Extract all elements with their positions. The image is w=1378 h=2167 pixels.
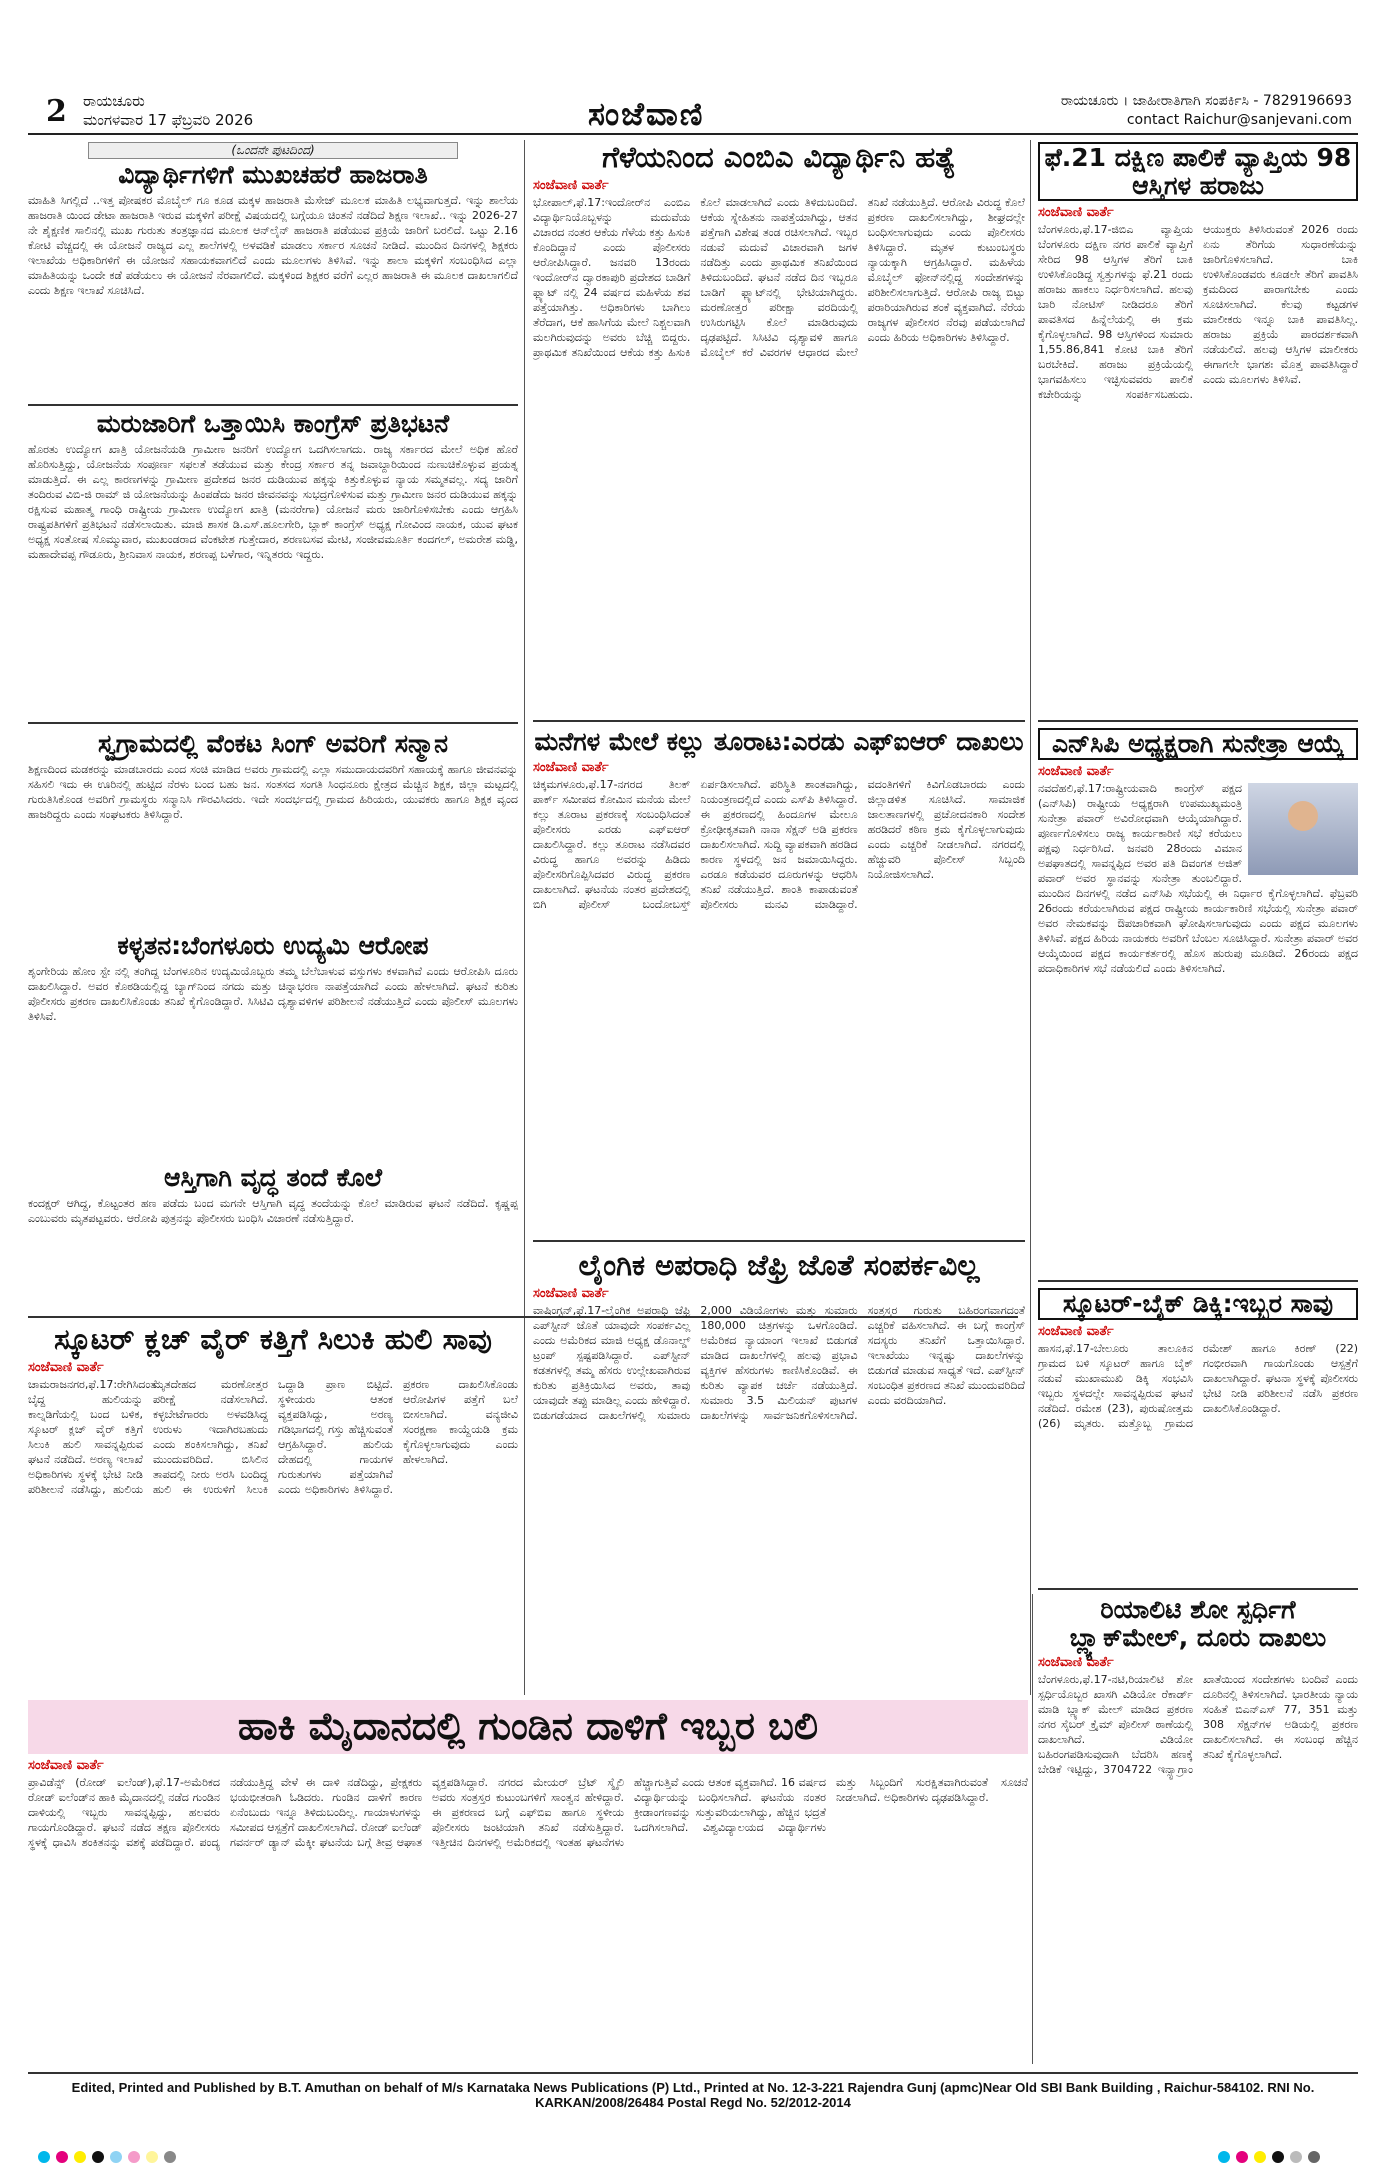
byline: ಸಂಜೆವಾಣಿ ವಾರ್ತೆ: [28, 1757, 104, 1773]
headline: ಹಾಕಿ ಮೈದಾನದಲ್ಲಿ ಗುಂಡಿನ ದಾಳಿಗೆ ಇಬ್ಬರ ಬಲಿ: [28, 1700, 1028, 1754]
newspaper-page: [28, 0, 1358, 2165]
headline: ಸ್ಕೂಟರ್ ಕ್ಲಚ್ ವೈರ್ ಕತ್ತಿಗೆ ಸಿಲುಕಿ ಹುಲಿ ಸಾವು: [54, 1322, 492, 1356]
byline: ಸಂಜೆವಾಣಿ ವಾರ್ತೆ: [533, 177, 609, 193]
article-epstein: [533, 1248, 1025, 1693]
article-body: ವಾಷಿಂಗ್ಟನ್,ಫೆ.17-ಲೈಂಗಿಕ ಅಪರಾಧಿ ಜೆಫ್ರಿ ಎಪ್‌ಸ್ಟೀನ್ ಜೊತೆ ಯಾವುದೇ ಸಂಪರ್ಕವಿಲ್ಲ ಎಂದು ಅಮೆರಿಕದ ಮಾಜಿ ಅಧ್ಯಕ್ಷ ಡೊನಾಲ್ಡ್ ಟ್ರಂಪ್ ಸ್ಪಷ್ಟಪಡಿಸಿದ್ದಾರೆ. ಎಪ್‌ಸ್ಟೀನ್ ಕಡತಗಳಲ್ಲಿ ತಮ್ಮ ಹೆಸರು ಉಲ್ಲೇಖವಾಗಿರುವ ಕುರಿತು ಪ್ರತಿಕ್ರಿಯಿಸಿದ ಅವರು, ತಾವು ಯಾವುದೇ ತಪ್ಪು ಮಾಡಿಲ್ಲ ಎಂದು ಹೇಳಿದ್ದಾರೆ. ಬಿಡುಗಡೆಯಾದ ದಾಖಲೆಗಳಲ್ಲಿ ಸುಮಾರು 2,000 ವಿಡಿಯೋಗಳು ಮತ್ತು ಸುಮಾರು 180,000 ಚಿತ್ರಗಳನ್ನು ಒಳಗೊಂಡಿದೆ. ಅಮೆರಿಕದ ನ್ಯಾಯಾಂಗ ಇಲಾಖೆ ಬಿಡುಗಡೆ ಮಾಡಿದ ದಾಖಲೆಗಳಲ್ಲಿ ಹಲವು ಪ್ರಭಾವಿ ವ್ಯಕ್ತಿಗಳ ಹೆಸರುಗಳು ಕಾಣಿಸಿಕೊಂಡಿವೆ. ಈ ಕುರಿತು ವ್ಯಾಪಕ ಚರ್ಚೆ ನಡೆಯುತ್ತಿದೆ. ಸುಮಾರು 3.5 ಮಿಲಿಯನ್ ಪುಟಗಳ ದಾಖಲೆಗಳನ್ನು ಸಾರ್ವಜನಿಕಗೊಳಿಸಲಾಗಿದೆ. ಸಂತ್ರಸ್ತರ ಗುರುತು ಬಹಿರಂಗವಾಗದಂತೆ ಎಚ್ಚರಿಕೆ ವಹಿಸಲಾಗಿದೆ. ಈ ಬಗ್ಗೆ ಕಾಂಗ್ರೆಸ್ ಸದಸ್ಯರು ತನಿಖೆಗೆ ಒತ್ತಾಯಿಸಿದ್ದಾರೆ. ಇಲಾಖೆಯು ಇನ್ನಷ್ಟು ದಾಖಲೆಗಳನ್ನು ಬಿಡುಗಡೆ ಮಾಡುವ ಸಾಧ್ಯತೆ ಇದೆ. ಎಪ್‌ಸ್ಟೀನ್ ಸಂಬಂಧಿತ ಪ್ರಕರಣದ ತನಿಖೆ ಮುಂದುವರಿದಿದೆ ಎಂದು ವರದಿಯಾಗಿದೆ.: [533, 1303, 1025, 1422]
article-body: ಶಿಕ್ಷಣದಿಂದ ಮಡಕರನ್ನು ಮಾಡಬಾರದು ಎಂದ ಸಂಚಿ ಮಾಡಿದ ಅವರು ಗ್ರಾಮದಲ್ಲಿ ಎಲ್ಲಾ ಸಮುದಾಯದವರಿಗೆ ಸಹಾಯಕ್ಕೆ ಹಾಗೂ ಜೀವನವನ್ನು ಸಹಿಸಲಿ ಇದು ಈ ಊರಿನಲ್ಲಿ ಹುಟ್ಟಿದ ನೆರಳು ಬಂದ ಬಹು ಜನ. ಸಂತಸದ ಸಂಗತಿ ಸಿಂಧನೂರು ಕ್ಷೇತ್ರದ ಮೆಚ್ಚಿನ ಶಿಕ್ಷಕ, ಜಿಲ್ಲಾ ಮಟ್ಟದಲ್ಲಿ ಗುರುತಿಸಿಕೊಂಡ ಅವರಿಗೆ ಗ್ರಾಮಸ್ಥರು ಸನ್ಮಾನಿಸಿ ಗೌರವಿಸಿದರು. ಇದೇ ಸಂದರ್ಭದಲ್ಲಿ ಗ್ರಾಮದ ಹಿರಿಯರು, ಯುವಕರು ಹಾಗೂ ಶಿಕ್ಷಕ ವೃಂದ ಹಾಜರಿದ್ದರು ಎಂದು ಸಂಘಟಕರು ತಿಳಿಸಿದ್ದಾರೆ.: [28, 762, 518, 821]
section-rule: [28, 404, 518, 406]
color-swatch: [110, 2151, 122, 2163]
color-swatch: [74, 2151, 86, 2163]
byline: ಸಂಜೆವಾಣಿ ವಾರ್ತೆ: [533, 759, 609, 775]
city-name: ರಾಯಚೂರು: [83, 92, 145, 110]
article-body: ನವದೆಹಲಿ,ಫೆ.17:ರಾಷ್ಟ್ರೀಯವಾದಿ ಕಾಂಗ್ರೆಸ್ ಪಕ್ಷದ (ಎನ್‌ಸಿಪಿ) ರಾಷ್ಟ್ರೀಯ ಅಧ್ಯಕ್ಷರಾಗಿ ಉಪಮುಖ್ಯಮಂತ್ರಿ ಸುನೇತ್ರಾ ಪವಾರ್ ಅವಿರೋಧವಾಗಿ ಆಯ್ಕೆಯಾಗಿದ್ದಾರೆ. ಪೂರ್ಣಗೊಳಿಸಲು ರಾಜ್ಯ ಕಾರ್ಯಕಾರಿಣಿ ಸಭೆ ಕರೆಯಲು ಪಕ್ಷವು ನಿರ್ಧರಿಸಿದೆ. ಜನವರಿ 28ರಂದು ವಿಮಾನ ಅಪಘಾತದಲ್ಲಿ ಸಾವನ್ನಪ್ಪಿದ ಅವರ ಪತಿ ದಿವಂಗತ ಅಜಿತ್ ಪವಾರ್ ಅವರ ಸ್ಥಾನವನ್ನು ಸುನೇತ್ರಾ ತುಂಬಲಿದ್ದಾರೆ. ಮುಂದಿನ ದಿನಗಳಲ್ಲಿ ನಡೆದ ಎನ್‌ಸಿಪಿ ಸಭೆಯಲ್ಲಿ ಈ ನಿರ್ಧಾರ ಕೈಗೊಳ್ಳಲಾಗಿದೆ. ಫೆಬ್ರವರಿ 26ರಂದು ಕರೆಯಲಾಗಿರುವ ಪಕ್ಷದ ರಾಷ್ಟ್ರೀಯ ಕಾರ್ಯಕಾರಿಣಿ ಸಭೆಯಲ್ಲಿ ಸುನೇತ್ರಾ ಪವಾರ್ ಅವರ ನೇಮಕವನ್ನು ಔಪಚಾರಿಕವಾಗಿ ಘೋಷಿಸಲಾಗುವುದು ಎಂದು ಪಕ್ಷದ ಮೂಲಗಳು ತಿಳಿಸಿವೆ. ಪಕ್ಷದ ಹಿರಿಯ ನಾಯಕರು ಅವರಿಗೆ ಬೆಂಬಲ ಸೂಚಿಸಿದ್ದಾರೆ. ಸುನೇತ್ರಾ ಪವಾರ್ ಅವರ ಆಯ್ಕೆಯಿಂದ ಪಕ್ಷದ ಕಾರ್ಯಕರ್ತರಲ್ಲಿ ಹೊಸ ಹುರುಪು ಮೂಡಿದೆ. 26ರಂದು ಪಕ್ಷದ ಪದಾಧಿಕಾರಿಗಳ ಸಭೆ ನಡೆಯಲಿದೆ ಎಂದು ತಿಳಿಸಲಾಗಿದೆ.: [1038, 781, 1358, 975]
article-congress-protest: [28, 408, 518, 718]
contact-email: contact Raichur@sanjevani.com: [1126, 112, 1352, 128]
color-swatch: [38, 2151, 50, 2163]
headline: ಮರುಜಾರಿಗೆ ಒತ್ತಾಯಿಸಿ ಕಾಂಗ್ರೆಸ್ ಪ್ರತಿಭಟನೆ: [96, 409, 450, 438]
article-property-auction: [1038, 140, 1358, 715]
color-swatch: [1254, 2151, 1266, 2163]
section-rule: [28, 722, 518, 724]
section-rule: [1038, 720, 1358, 722]
column-divider: [1030, 140, 1031, 1695]
byline: ಸಂಜೆವಾಣಿ ವಾರ್ತೆ: [1038, 763, 1114, 779]
color-swatch: [164, 2151, 176, 2163]
article-mba-student: [533, 140, 1025, 715]
color-swatch: [146, 2151, 158, 2163]
headline: ರಿಯಾಲಿಟಿ ಶೋ ಸ್ಪರ್ಧಿಗೆ ಬ್ಲ್ಯಾಕ್‌ಮೇಲ್, ದೂರು ದಾಖಲು: [1069, 1595, 1327, 1652]
logo-text: ಸಂಜೆವಾಣಿ: [588, 95, 705, 133]
color-swatch: [56, 2151, 68, 2163]
headline: ಕಳ್ಳತನ:ಬೆಂಗಳೂರು ಉದ್ಯಮಿ ಆರೋಪ: [117, 931, 429, 960]
article-body: ಶೃಂಗೇರಿಯ ಹೋಂ ಸ್ಟೇ ನಲ್ಲಿ ತಂಗಿದ್ದ ಬೆಂಗಳೂರಿನ ಉದ್ಯಮಿಯೊಬ್ಬರು ತಮ್ಮ ಬೆಲೆಬಾಳುವ ವಸ್ತುಗಳು ಕಳವಾಗಿವೆ ಎಂದು ಆರೋಪಿಸಿ ದೂರು ದಾಖಲಿಸಿದ್ದಾರೆ. ಅವರ ಕೊಠಡಿಯಲ್ಲಿದ್ದ ಬ್ಯಾಗ್‌ನಿಂದ ನಗದು ಮತ್ತು ಚಿನ್ನಾಭರಣ ನಾಪತ್ತೆಯಾಗಿದೆ ಎಂದು ಹೇಳಲಾಗಿದೆ. ಘಟನೆ ಕುರಿತು ಪೊಲೀಸರು ಪ್ರಕರಣ ದಾಖಲಿಸಿಕೊಂಡು ತನಿಖೆ ಕೈಗೊಂಡಿದ್ದಾರೆ. ಸಿಸಿಟಿವಿ ದೃಶ್ಯಾವಳಿಗಳ ಪರಿಶೀಲನೆ ನಡೆಯುತ್ತಿದೆ ಎಂದು ಪೊಲೀಸ್ ಮೂಲಗಳು ತಿಳಿಸಿವೆ.: [28, 964, 518, 1023]
byline: ಸಂಜೆವಾಣಿ ವಾರ್ತೆ: [1038, 205, 1114, 220]
continued-tag: (ಒಂದನೇ ಪುಟದಿಂದ): [88, 142, 458, 159]
footer-rule: [28, 2072, 1358, 2074]
headline: ಸ್ವಗ್ರಾಮದಲ್ಲಿ ವೆಂಕಟ ಸಿಂಗ್ ಅವರಿಗೆ ಸನ್ಮಾನ: [97, 729, 449, 758]
article-scooter-accident: [1038, 1286, 1358, 1586]
section-rule: [533, 1240, 1025, 1242]
news-photo: [1248, 783, 1358, 875]
dateline: [83, 92, 253, 130]
article-theft: [28, 930, 518, 1160]
masthead-rule: [28, 133, 1358, 135]
color-swatch: [1272, 2151, 1284, 2163]
article-body: ಭೋಪಾಲ್,ಫೆ.17:ಇಂದೋರ್‌ನ ಎಂಬಿಎ ವಿದ್ಯಾರ್ಥಿನಿಯೊಬ್ಬಳನ್ನು ಮದುವೆಯ ವಿಚಾರದ ನಂತರ ಆಕೆಯ ಗೆಳೆಯ ಕತ್ತು ಹಿಸುಕಿ ಕೊಂದಿದ್ದಾನೆ ಎಂದು ಪೊಲೀಸರು ಆರೋಪಿಸಿದ್ದಾರೆ. ಜನವರಿ 13ರಂದು ಇಂದೋರ್‌ನ ದ್ವಾರಕಾಪುರಿ ಪ್ರದೇಶದ ಬಾಡಿಗೆ ಫ್ಲ್ಯಾಟ್ ನಲ್ಲಿ 24 ವರ್ಷದ ಮಹಿಳೆಯ ಶವ ಪತ್ತೆಯಾಗಿತ್ತು. ಅಧಿಕಾರಿಗಳು ಬಾಗಿಲು ತೆರೆದಾಗ, ಆಕೆ ಹಾಸಿಗೆಯ ಮೇಲೆ ನಿಶ್ಚಲವಾಗಿ ಮಲಗಿರುವುದನ್ನು ಅವರು ಬೆಚ್ಚಿ ಬಿದ್ದರು. ಪ್ರಾಥಮಿಕ ತನಿಖೆಯಿಂದ ಆಕೆಯ ಕತ್ತು ಹಿಸುಕಿ ಕೊಲೆ ಮಾಡಲಾಗಿದೆ ಎಂದು ತಿಳಿದುಬಂದಿದೆ. ಆಕೆಯ ಸ್ನೇಹಿತನು ನಾಪತ್ತೆಯಾಗಿದ್ದು, ಆತನ ಪತ್ತೆಗಾಗಿ ವಿಶೇಷ ತಂಡ ರಚಿಸಲಾಗಿದೆ. ಇಬ್ಬರ ನಡುವೆ ಮದುವೆ ವಿಚಾರವಾಗಿ ಜಗಳ ನಡೆದಿತ್ತು ಎಂದು ಪ್ರಾಥಮಿಕ ತನಿಖೆಯಿಂದ ತಿಳಿದುಬಂದಿದೆ. ಘಟನೆ ನಡೆದ ದಿನ ಇಬ್ಬರೂ ಬಾಡಿಗೆ ಫ್ಲ್ಯಾಟ್‌ನಲ್ಲಿ ಭೇಟಿಯಾಗಿದ್ದರು. ಮರಣೋತ್ತರ ಪರೀಕ್ಷಾ ವರದಿಯಲ್ಲಿ ಉಸಿರುಗಟ್ಟಿಸಿ ಕೊಲೆ ಮಾಡಿರುವುದು ದೃಢಪಟ್ಟಿದೆ. ಸಿಸಿಟಿವಿ ದೃಶ್ಯಾವಳಿ ಹಾಗೂ ಮೊಬೈಲ್ ಕರೆ ವಿವರಗಳ ಆಧಾರದ ಮೇಲೆ ತನಿಖೆ ನಡೆಯುತ್ತಿದೆ. ಆರೋಪಿ ವಿರುದ್ಧ ಕೊಲೆ ಪ್ರಕರಣ ದಾಖಲಿಸಲಾಗಿದ್ದು, ಶೀಘ್ರದಲ್ಲೇ ಬಂಧಿಸಲಾಗುವುದು ಎಂದು ಪೊಲೀಸರು ತಿಳಿಸಿದ್ದಾರೆ. ಮೃತಳ ಕುಟುಂಬಸ್ಥರು ನ್ಯಾಯಕ್ಕಾಗಿ ಆಗ್ರಹಿಸಿದ್ದಾರೆ. ಮಹಿಳೆಯ ಮೊಬೈಲ್ ಫೋನ್‌ನಲ್ಲಿದ್ದ ಸಂದೇಶಗಳನ್ನು ಪರಿಶೀಲಿಸಲಾಗುತ್ತಿದೆ. ಆರೋಪಿ ರಾಜ್ಯ ಬಿಟ್ಟು ಪರಾರಿಯಾಗಿರುವ ಶಂಕೆ ವ್ಯಕ್ತವಾಗಿದೆ. ನೆರೆಯ ರಾಜ್ಯಗಳ ಪೊಲೀಸರ ನೆರವು ಪಡೆಯಲಾಗಿದೆ ಎಂದು ಹಿರಿಯ ಅಧಿಕಾರಿಗಳು ತಿಳಿಸಿದ್ದಾರೆ.: [533, 195, 1025, 359]
section-rule: [1038, 1280, 1358, 1282]
article-body: ಚಾಮರಾಜನಗರ,ಫೆ.17:ರೇಗಿಸಿದಂತೆ ಬೈದ್ದ ಹುಲಿಯನ್ನು ಕಾಲ್ನಡಿಗೆಯಲ್ಲಿ ಬಂದ ಬಳಿಕ, ಸ್ಕೂಟರ್ ಕ್ಲಚ್ ವೈರ್ ಕತ್ತಿಗೆ ಸಿಲುಕಿ ಹುಲಿ ಸಾವನ್ನಪ್ಪಿರುವ ಘಟನೆ ನಡೆದಿದೆ. ಅರಣ್ಯ ಇಲಾಖೆ ಅಧಿಕಾರಿಗಳು ಸ್ಥಳಕ್ಕೆ ಭೇಟಿ ನೀಡಿ ಪರಿಶೀಲನೆ ನಡೆಸಿದ್ದು, ಹುಲಿಯ ಮೃತದೇಹದ ಮರಣೋತ್ತರ ಪರೀಕ್ಷೆ ನಡೆಸಲಾಗಿದೆ. ಕಳ್ಳಬೇಟೆಗಾರರು ಅಳವಡಿಸಿದ್ದ ಉರುಳು ಇದಾಗಿರಬಹುದು ಎಂದು ಶಂಕಿಸಲಾಗಿದ್ದು, ತನಿಖೆ ಮುಂದುವರಿದಿದೆ. ಬಿಸಿಲಿನ ತಾಪದಲ್ಲಿ ನೀರು ಅರಸಿ ಬಂದಿದ್ದ ಹುಲಿ ಈ ಉರುಳಿಗೆ ಸಿಲುಕಿ ಒದ್ದಾಡಿ ಪ್ರಾಣ ಬಿಟ್ಟಿದೆ. ಸ್ಥಳೀಯರು ಆತಂಕ ವ್ಯಕ್ತಪಡಿಸಿದ್ದು, ಅರಣ್ಯ ಗಡಿಭಾಗದಲ್ಲಿ ಗಸ್ತು ಹೆಚ್ಚಿಸುವಂತೆ ಆಗ್ರಹಿಸಿದ್ದಾರೆ. ಹುಲಿಯ ದೇಹದಲ್ಲಿ ಗಾಯಗಳ ಗುರುತುಗಳು ಪತ್ತೆಯಾಗಿವೆ ಎಂದು ಅಧಿಕಾರಿಗಳು ತಿಳಿಸಿದ್ದಾರೆ. ಪ್ರಕರಣ ದಾಖಲಿಸಿಕೊಂಡು ಆರೋಪಿಗಳ ಪತ್ತೆಗೆ ಬಲೆ ಬೀಸಲಾಗಿದೆ. ವನ್ಯಜೀವಿ ಸಂರಕ್ಷಣಾ ಕಾಯ್ದೆಯಡಿ ಕ್ರಮ ಕೈಗೊಳ್ಳಲಾಗುವುದು ಎಂದು ಹೇಳಲಾಗಿದೆ.: [28, 1377, 518, 1496]
contact-info: [1061, 92, 1352, 130]
page-number: 2: [46, 94, 67, 129]
article-body: ಬೆಂಗಳೂರು,ಫೆ.17-ಜಿಬಿಎ ವ್ಯಾಪ್ತಿಯ ಬೆಂಗಳೂರು ದಕ್ಷಿಣ ನಗರ ಪಾಲಿಕೆ ವ್ಯಾಪ್ತಿಗೆ ಸೇರಿದ 98 ಆಸ್ತಿಗಳ ತೆರಿಗೆ ಬಾಕಿ ಉಳಿಸಿಕೊಂಡಿದ್ದ ಸ್ವತ್ತುಗಳನ್ನು ಫೆ.21 ರಂದು ಹರಾಜು ಹಾಕಲು ನಿರ್ಧರಿಸಲಾಗಿದೆ. ಹಲವು ಬಾರಿ ನೋಟಿಸ್ ನೀಡಿದರೂ ತೆರಿಗೆ ಪಾವತಿಸದ ಹಿನ್ನೆಲೆಯಲ್ಲಿ ಈ ಕ್ರಮ ಕೈಗೊಳ್ಳಲಾಗಿದೆ. 98 ಆಸ್ತಿಗಳಿಂದ ಸುಮಾರು 1,55.86,841 ಕೋಟಿ ಬಾಕಿ ತೆರಿಗೆ ಬರಬೇಕಿದೆ. ಹರಾಜು ಪ್ರಕ್ರಿಯೆಯಲ್ಲಿ ಭಾಗವಹಿಸಲು ಇಚ್ಛಿಸುವವರು ಪಾಲಿಕೆ ಕಚೇರಿಯನ್ನು ಸಂಪರ್ಕಿಸಬಹುದು. ಆಯುಕ್ತರು ತಿಳಿಸಿರುವಂತೆ 2026 ರಂದು ಏನು ತೆರಿಗೆಯ ಸುಧಾರಣೆಯನ್ನು ಜಾರಿಗೊಳಿಸಲಾಗಿದೆ. ಬಾಕಿ ಉಳಿಸಿಕೊಂಡವರು ಕೂಡಲೇ ತೆರಿಗೆ ಪಾವತಿಸಿ ಕ್ರಮದಿಂದ ಪಾರಾಗಬೇಕು ಎಂದು ಸೂಚಿಸಲಾಗಿದೆ. ಕೆಲವು ಕಟ್ಟಡಗಳ ಮಾಲೀಕರು ಇನ್ನೂ ಬಾಕಿ ಪಾವತಿಸಿಲ್ಲ. ಹರಾಜು ಪ್ರಕ್ರಿಯೆ ಪಾರದರ್ಶಕವಾಗಿ ನಡೆಯಲಿದೆ. ಹಲವು ಆಸ್ತಿಗಳ ಮಾಲೀಕರು ಈಗಾಗಲೇ ಭಾಗಶಃ ಮೊತ್ತ ಪಾವತಿಸಿದ್ದಾರೆ ಎಂದು ಮೂಲಗಳು ತಿಳಿಸಿವೆ.: [1038, 223, 1358, 401]
color-swatch: [1218, 2151, 1230, 2163]
masthead-logo: [588, 95, 704, 134]
color-swatch: [128, 2151, 140, 2163]
byline: ಸಂಜೆವಾಣಿ ವಾರ್ತೆ: [1038, 1655, 1114, 1670]
article-reality-show: [1038, 1594, 1358, 2064]
section-rule: [1038, 1588, 1358, 1590]
headline: ಗೆಳೆಯನಿಂದ ಎಂಬಿಎ ವಿದ್ಯಾರ್ಥಿನಿ ಹತ್ಯೆ: [602, 140, 956, 174]
headline: ಎನ್‌ಸಿಪಿ ಅಧ್ಯಕ್ಷರಾಗಿ ಸುನೇತ್ರಾ ಆಯ್ಕೆ: [1038, 728, 1358, 760]
article-ncp-president: [1038, 726, 1358, 1276]
color-swatch: [1236, 2151, 1248, 2163]
article-body: ಹೊರತು ಉದ್ಯೋಗ ಖಾತ್ರಿ ಯೋಜನೆಯಡಿ ಗ್ರಾಮೀಣ ಜನರಿಗೆ ಉದ್ಯೋಗ ಒದಗಿಸಲಾಗದು. ರಾಜ್ಯ ಸರ್ಕಾರದ ಮೇಲೆ ಅಧಿಕ ಹೊರೆ ಹೊರಿಸುತ್ತಿದ್ದು, ಯೋಜನೆಯ ಸಂಪೂರ್ಣ ಸಫಲತೆ ತಡೆಯುವ ಮತ್ತು ಕೇಂದ್ರ ಸರ್ಕಾರ ತನ್ನ ಜವಾಬ್ದಾರಿಯಿಂದ ನುಣುಚಿಕೊಳ್ಳುವ ಪ್ರಯತ್ನ ಮಾಡುತ್ತಿದೆ. ಈ ಎಲ್ಲ ಕಾರಣಗಳನ್ನು ಗ್ರಾಮೀಣ ಪ್ರದೇಶದ ಜನರ ದುಡಿಯುವ ಹಕ್ಕನ್ನು ಕಿತ್ತುಕೊಳ್ಳುವ ನ್ಯಾಯ ಸಮ್ಮತವಲ್ಲ. ಸದ್ಯ ಜಾರಿಗೆ ತಂದಿರುವ ವಿಬಿ-ಜಿ ರಾಮ್ ಜಿ ಯೋಜನೆಯನ್ನು ಹಿಂಪಡೆದು ಜನರ ಜೀವನವನ್ನು ಸುಭದ್ರಗೊಳಿಸುವ ಮತ್ತು ಗ್ರಾಮೀಣ ಜನರ ದುಡಿಯುವ ಹಕ್ಕನ್ನು ರಕ್ಷಿಸುವ ಮಹಾತ್ಮ ಗಾಂಧಿ ರಾಷ್ಟ್ರೀಯ ಗ್ರಾಮೀಣ ಉದ್ಯೋಗ ಖಾತ್ರಿ (ಮನರೇಗಾ) ಯೋಜನೆ ಮರು ಜಾರಿಗೊಳಿಸಬೇಕು ಎಂದು ಆಗ್ರಹಿಸಿ ರಾಷ್ಟ್ರಪತಿಗಳಿಗೆ ಪ್ರತಿಭಟನೆ ನಡೆಸಲಾಯಿತು. ಮಾಜಿ ಶಾಸಕ ಡಿ.ಎಸ್.ಹೂಲಗೇರಿ, ಬ್ಲಾಕ್ ಕಾಂಗ್ರೆಸ್ ಅಧ್ಯಕ್ಷ ಗೋವಿಂದ ನಾಯಕ, ಯುವ ಘಟಕ ಅಧ್ಯಕ್ಷ ಸಂತೋಷ ಸೊಮ್ಮುವಾರ, ಮುಖಂಡರಾದ ವೆಂಕಟೇಶ ಗುತ್ತೇದಾರ, ಶರಣಬಸವ ಮೇಟಿ, ಸಂಜೀವಮೂರ್ತಿ ಕಂದಗಲ್, ಅಮರೇಶ ಮಡ್ಡಿ, ಮಹಾದೇವಪ್ಪ ಗೌಡೂರು, ಶ್ರೀನಿವಾಸ ನಾಯಕ, ಶರಣಪ್ಪ ಬಳೆಗಾರ, ಇನ್ನಿತರರು ಇದ್ದರು.: [28, 442, 518, 561]
edition-line: ರಾಯಚೂರು । ಜಾಹೀರಾತಿಗಾಗಿ ಸಂಪರ್ಕಿಸಿ - 7829196693: [1060, 93, 1352, 109]
print-registration-right: [1218, 2148, 1326, 2167]
article-body: ಪ್ರಾವಿಡೆನ್ಸ್ (ರೋಡ್ ಐಲೆಂಡ್),ಫೆ.17-ಅಮೆರಿಕದ ರೋಡ್ ಐಲೆಂಡ್‌ನ ಹಾಕಿ ಮೈದಾನದಲ್ಲಿ ನಡೆದ ಗುಂಡಿನ ದಾಳಿಯಲ್ಲಿ ಇಬ್ಬರು ಸಾವನ್ನಪ್ಪಿದ್ದು, ಹಲವರು ಗಾಯಗೊಂಡಿದ್ದಾರೆ. ಘಟನೆ ನಡೆದ ತಕ್ಷಣ ಪೊಲೀಸರು ಸ್ಥಳಕ್ಕೆ ಧಾವಿಸಿ ಶಂಕಿತನನ್ನು ವಶಕ್ಕೆ ಪಡೆದಿದ್ದಾರೆ. ಪಂದ್ಯ ನಡೆಯುತ್ತಿದ್ದ ವೇಳೆ ಈ ದಾಳಿ ನಡೆದಿದ್ದು, ಪ್ರೇಕ್ಷಕರು ಭಯಭೀತರಾಗಿ ಓಡಿದರು. ಗುಂಡಿನ ದಾಳಿಗೆ ಕಾರಣ ಏನೆಂಬುದು ಇನ್ನೂ ತಿಳಿದುಬಂದಿಲ್ಲ. ಗಾಯಾಳುಗಳನ್ನು ಸಮೀಪದ ಆಸ್ಪತ್ರೆಗೆ ದಾಖಲಿಸಲಾಗಿದೆ. ರೋಡ್ ಐಲೆಂಡ್ ಗವರ್ನರ್ ಡ್ಯಾನ್ ಮೆಕ್ಕೀ ಘಟನೆಯ ಬಗ್ಗೆ ತೀವ್ರ ಆಘಾತ ವ್ಯಕ್ತಪಡಿಸಿದ್ದಾರೆ. ನಗರದ ಮೇಯರ್ ಬ್ರೆಟ್ ಸ್ಮೈಲಿ ಅವರು ಸಂತ್ರಸ್ತರ ಕುಟುಂಬಗಳಿಗೆ ಸಾಂತ್ವನ ಹೇಳಿದ್ದಾರೆ. ಈ ಪ್ರಕರಣದ ಬಗ್ಗೆ ಎಫ್‌ಬಿಐ ಹಾಗೂ ಸ್ಥಳೀಯ ಪೊಲೀಸರು ಜಂಟಿಯಾಗಿ ತನಿಖೆ ನಡೆಸುತ್ತಿದ್ದಾರೆ. ಇತ್ತೀಚಿನ ದಿನಗಳಲ್ಲಿ ಅಮೆರಿಕದಲ್ಲಿ ಇಂತಹ ಘಟನೆಗಳು ಹೆಚ್ಚಾಗುತ್ತಿವೆ ಎಂದು ಆತಂಕ ವ್ಯಕ್ತವಾಗಿದೆ. 16 ವರ್ಷದ ವಿದ್ಯಾರ್ಥಿಯನ್ನು ಬಂಧಿಸಲಾಗಿದೆ. ಘಟನೆಯ ನಂತರ ಕ್ರೀಡಾಂಗಣವನ್ನು ಸುತ್ತುವರಿಯಲಾಗಿದ್ದು, ಹೆಚ್ಚಿನ ಭದ್ರತೆ ಒದಗಿಸಲಾಗಿದೆ. ವಿಶ್ವವಿದ್ಯಾಲಯದ ವಿದ್ಯಾರ್ಥಿಗಳು ಮತ್ತು ಸಿಬ್ಬಂದಿಗೆ ಸುರಕ್ಷಿತವಾಗಿರುವಂತೆ ಸೂಚನೆ ನೀಡಲಾಗಿದೆ. ಅಧಿಕಾರಿಗಳು ದೃಢಪಡಿಸಿದ್ದಾರೆ.: [28, 1775, 1028, 1849]
byline: ಸಂಜೆವಾಣಿ ವಾರ್ತೆ: [1038, 1323, 1114, 1339]
headline: ವಿದ್ಯಾರ್ಥಿಗಳಿಗೆ ಮುಖಚಹರೆ ಹಾಜರಾತಿ: [118, 160, 428, 189]
issue-date: ಮಂಗಳವಾರ 17 ಫೆಬ್ರವರಿ 2026: [83, 111, 254, 129]
article-body: ಬೆಂಗಳೂರು,ಫೆ.17-ನಟಿ,ರಿಯಾಲಿಟಿ ಶೋ ಸ್ಪರ್ಧಿಯೊಬ್ಬರ ಖಾಸಗಿ ವಿಡಿಯೋ ರೆಕಾರ್ಡ್ ಮಾಡಿ ಬ್ಲ್ಯಾಕ್‌ ಮೇಲ್ ಮಾಡಿದ ಪ್ರಕರಣ ನಗರ ಸೈಬರ್ ಕ್ರೈಮ್ ಪೊಲೀಸ್ ಠಾಣೆಯಲ್ಲಿ ದಾಖಲಾಗಿದೆ. ವಿಡಿಯೋ ಬಹಿರಂಗಪಡಿಸುವುದಾಗಿ ಬೆದರಿಸಿ ಹಣಕ್ಕೆ ಬೇಡಿಕೆ ಇಟ್ಟಿದ್ದು, 3704722 ಇನ್ಸ್ಟಾಗ್ರಾಂ ಖಾತೆಯಿಂದ ಸಂದೇಶಗಳು ಬಂದಿವೆ ಎಂದು ದೂರಿನಲ್ಲಿ ತಿಳಿಸಲಾಗಿದೆ. ಭಾರತೀಯ ನ್ಯಾಯ ಸಂಹಿತೆ ಬಿಎನ್‌ಎಸ್ 77, 351 ಮತ್ತು 308 ಸೆಕ್ಷನ್‌ಗಳ ಅಡಿಯಲ್ಲಿ ಪ್ರಕರಣ ದಾಖಲಿಸಲಾಗಿದೆ. ಈ ಸಂಬಂಧ ಹೆಚ್ಚಿನ ತನಿಖೆ ಕೈಗೊಳ್ಳಲಾಗಿದೆ.: [1038, 1673, 1358, 1776]
article-body: ಮಾಹಿತಿ ಸಿಗಲ್ಲಿದೆ ..ಇತ್ತ ಪೋಷಕರ ಮೊಬೈಲ್ ಗೂ ಕೂಡ ಮಕ್ಕಳ ಹಾಜರಾತಿ ಮೆಸೇಜ್ ಮೂಲಕ ಮಾಹಿತಿ ಲಭ್ಯವಾಗುತ್ತದೆ. ಇನ್ನು ಶಾಲೆಯ ಹಾಜರಾತಿ ಯಿಂದ ಡೇಟಾ ಹಾಜರಾತಿ ಇರುವ ಮಕ್ಕಳಿಗೆ ಪರೀಕ್ಷೆ ವಿಷಯದಲ್ಲಿ ಬಗ್ಗೆಯೂ ಚಿಂತನೆ ನಡೆದಿದೆ ಶಿಕ್ಷಣ ಇಲಾಖೆ.. ಇನ್ನು 2026-27 ನೇ ಶೈಕ್ಷಣಿಕ ಸಾಲಿನಲ್ಲಿ ಮುಖ ಗುರುತು ತಂತ್ರಜ್ಞಾನದ ಮೂಲಕ ಆನ್‌ಲೈನ್ ಹಾಜರಾತಿ ಪಡೆಯುವ ಪ್ರಕ್ರಿಯೆ ಜಾರಿಗೆ ಬರಲಿದೆ. ಒಟ್ಟು 2.16 ಕೋಟಿ ವೆಚ್ಚದಲ್ಲಿ ಈ ಯೋಜನೆ ರಾಜ್ಯದ ಎಲ್ಲ ಶಾಲೆಗಳಲ್ಲಿ ಅಳವಡಿಕೆ ಮಾಡಲು ಸರ್ಕಾರ ಸೂಚನೆ ನೀಡಿದೆ. ಮುಂದಿನ ದಿನಗಳಲ್ಲಿ ಶಿಕ್ಷಕರು ಇಲಾಖೆಯ ಅಧಿಕಾರಿಗಳಿಗೆ ಈ ಯೋಜನೆ ಸಹಾಯಕವಾಗಲಿದೆ ಎಂದು ಮೂಲಗಳು ತಿಳಿಸಿವೆ. ಇನ್ನು ಶಾಲಾ ಮಕ್ಕಳಿಗೆ ಸಂಬಂಧಿಸಿದ ಎಲ್ಲಾ ಮಾಹಿತಿಯನ್ನು ಒಂದೇ ಕಡೆ ಪಡೆಯಲು ಈ ಯೋಜನೆ ನೆರವಾಗಲಿದೆ. ಮಕ್ಕಳಿಂದ ಶಿಕ್ಷಕರ ವರೆಗೆ ಎಲ್ಲರ ಹಾಜರಾತಿ ಈ ಮೂಲಕ ದಾಖಲಾಗಲಿದೆ ಎಂದು ಶಿಕ್ಷಣ ಇಲಾಖೆ ಸೂಚಿಸಿದೆ.: [28, 193, 518, 297]
color-swatch: [1290, 2151, 1302, 2163]
column-divider: [1032, 1594, 1033, 2064]
article-father-murder: [28, 1162, 518, 1312]
byline: ಸಂಜೆವಾಣಿ ವಾರ್ತೆ: [28, 1359, 104, 1375]
column-divider: [524, 140, 525, 1695]
headline: ಫೆ.21 ದಕ್ಷಿಣ ಪಾಲಿಕೆ ವ್ಯಾಪ್ತಿಯ 98 ಆಸ್ತಿಗಳ ಹರಾಜು: [1038, 142, 1358, 201]
headline: ಸ್ಕೂಟರ್-ಬೈಕ್ ಡಿಕ್ಕಿ:ಇಬ್ಬರ ಸಾವು: [1038, 1288, 1358, 1320]
section-rule: [533, 720, 1025, 722]
headline: ಲೈಂಗಿಕ ಅಪರಾಧಿ ಜೆಫ್ರಿ ಜೊತೆ ಸಂಪರ್ಕವಿಲ್ಲ: [578, 1248, 980, 1282]
article-body: ಚಿಕ್ಕಮಗಳೂರು,ಫೆ.17-ನಗರದ ತಿಲಕ್ ಪಾರ್ಕ್ ಸಮೀಪದ ಕೋಮಿನ ಮನೆಯ ಮೇಲೆ ಕಲ್ಲು ತೂರಾಟ ಪ್ರಕರಣಕ್ಕೆ ಸಂಬಂಧಿಸಿದಂತೆ ಪೊಲೀಸರು ಎರಡು ಎಫ್‌ಐಆರ್ ದಾಖಲಿಸಿದ್ದಾರೆ. ಕಲ್ಲು ತೂರಾಟ ನಡೆಸಿದವರ ವಿರುದ್ಧ ಹಾಗೂ ಅವರನ್ನು ಹಿಡಿದು ಪೊಲೀಸರಿಗೊಪ್ಪಿಸಿದವರ ವಿರುದ್ಧ ಪ್ರಕರಣ ದಾಖಲಾಗಿದೆ. ಘಟನೆಯ ನಂತರ ಪ್ರದೇಶದಲ್ಲಿ ಬಿಗಿ ಪೊಲೀಸ್ ಬಂದೋಬಸ್ತ್ ಏರ್ಪಡಿಸಲಾಗಿದೆ. ಪರಿಸ್ಥಿತಿ ಶಾಂತವಾಗಿದ್ದು, ನಿಯಂತ್ರಣದಲ್ಲಿದೆ ಎಂದು ಎಸ್‌ಪಿ ತಿಳಿಸಿದ್ದಾರೆ. ಈ ಪ್ರಕರಣದಲ್ಲಿ ಹಿಂದೂಗಳ ಮೇಲೂ ಕ್ರೋಢೀಕೃತವಾಗಿ ನಾನಾ ಸೆಕ್ಷನ್ ಅಡಿ ಪ್ರಕರಣ ದಾಖಲಿಸಲಾಗಿದೆ. ಸುದ್ದಿ ವ್ಯಾಪಕವಾಗಿ ಹರಡಿದ ಕಾರಣ ಸ್ಥಳದಲ್ಲಿ ಜನ ಜಮಾಯಿಸಿದ್ದರು. ಎರಡೂ ಕಡೆಯವರ ದೂರುಗಳನ್ನು ಆಧರಿಸಿ ತನಿಖೆ ನಡೆಯುತ್ತಿದೆ. ಶಾಂತಿ ಕಾಪಾಡುವಂತೆ ಪೊಲೀಸರು ಮನವಿ ಮಾಡಿದ್ದಾರೆ. ವದಂತಿಗಳಿಗೆ ಕಿವಿಗೊಡಬಾರದು ಎಂದು ಜಿಲ್ಲಾಡಳಿತ ಸೂಚಿಸಿದೆ. ಸಾಮಾಜಿಕ ಜಾಲತಾಣಗಳಲ್ಲಿ ಪ್ರಚೋದನಕಾರಿ ಸಂದೇಶ ಹರಡಿದರೆ ಕಠಿಣ ಕ್ರಮ ಕೈಗೊಳ್ಳಲಾಗುವುದು ಎಂದು ಎಚ್ಚರಿಕೆ ನೀಡಲಾಗಿದೆ. ನಗರದಲ್ಲಿ ಹೆಚ್ಚುವರಿ ಪೊಲೀಸ್ ಸಿಬ್ಬಂದಿ ನಿಯೋಜಿಸಲಾಗಿದೆ.: [533, 777, 1025, 911]
article-attendance: [28, 140, 518, 402]
article-venkata-singh: [28, 728, 518, 928]
byline: ಸಂಜೆವಾಣಿ ವಾರ್ತೆ: [533, 1285, 609, 1301]
imprint-line: Edited, Printed and Published by B.T. Amuthan on behalf of M/s Karnataka News Publications (P) Ltd., Printed at No. 12-3-221 Rajendra Gunj (apmc)Near Old SBI Bank Building , Raichur-584102. RNI No. KARKAN/2008/26484 Postal Regd No. 52/2012-2014: [71, 2080, 1315, 2110]
color-swatch: [1308, 2151, 1320, 2163]
article-hockey-shooting: [28, 1698, 1028, 2068]
article-body: ಕಂದಕ್ಷರ್ ಆಗಿದ್ದ, ಕೊಟ್ಟಂತರ ಹಣ ಪಡೆದು ಬಂದ ಮಗನೇ ಆಸ್ತಿಗಾಗಿ ವೃದ್ಧ ತಂದೆಯನ್ನು ಕೊಲೆ ಮಾಡಿರುವ ಘಟನೆ ನಡೆದಿದೆ. ಕೃಷ್ಣಪ್ಪ ಎಂಬುವರು ಮೃತಪಟ್ಟವರು. ಆರೋಪಿ ಪುತ್ರನನ್ನು ಪೊಲೀಸರು ಬಂಧಿಸಿ ವಿಚಾರಣೆ ನಡೆಸುತ್ತಿದ್ದಾರೆ.: [28, 1196, 518, 1225]
headline: ಆಸ್ತಿಗಾಗಿ ವೃದ್ಧ ತಂದೆ ಕೊಲೆ: [163, 1163, 383, 1192]
article-tiger-death: [28, 1322, 518, 1692]
color-swatch: [92, 2151, 104, 2163]
article-body: ಹಾಸನ,ಫೆ.17-ಬೇಲೂರು ತಾಲೂಕಿನ ಗ್ರಾಮದ ಬಳಿ ಸ್ಕೂಟರ್ ಹಾಗೂ ಬೈಕ್ ನಡುವೆ ಮುಖಾಮುಖಿ ಡಿಕ್ಕಿ ಸಂಭವಿಸಿ ಇಬ್ಬರು ಸ್ಥಳದಲ್ಲೇ ಸಾವನ್ನಪ್ಪಿರುವ ಘಟನೆ ನಡೆದಿದೆ. ರಮೇಶ (23), ಪುರುಷೋತ್ತಮ (26) ಮೃತರು. ಮತ್ತೊಬ್ಬ ಗ್ರಾಮದ ರಮೇಶ್ ಹಾಗೂ ಕಿರಣ್ (22) ಗಂಭೀರವಾಗಿ ಗಾಯಗೊಂಡು ಆಸ್ಪತ್ರೆಗೆ ದಾಖಲಾಗಿದ್ದಾರೆ. ಘಟನಾ ಸ್ಥಳಕ್ಕೆ ಪೊಲೀಸರು ಭೇಟಿ ನೀಡಿ ಪರಿಶೀಲನೆ ನಡೆಸಿ ಪ್ರಕರಣ ದಾಖಲಿಸಿಕೊಂಡಿದ್ದಾರೆ.: [1038, 1341, 1358, 1430]
article-stone-pelting: [533, 726, 1025, 1236]
headline: ಮನೆಗಳ ಮೇಲೆ ಕಲ್ಲು ತೂರಾಟ:ಎರಡು ಎಫ್‌ಐಆರ್ ದಾಖಲು: [534, 727, 1024, 756]
print-registration-left: [38, 2148, 182, 2167]
